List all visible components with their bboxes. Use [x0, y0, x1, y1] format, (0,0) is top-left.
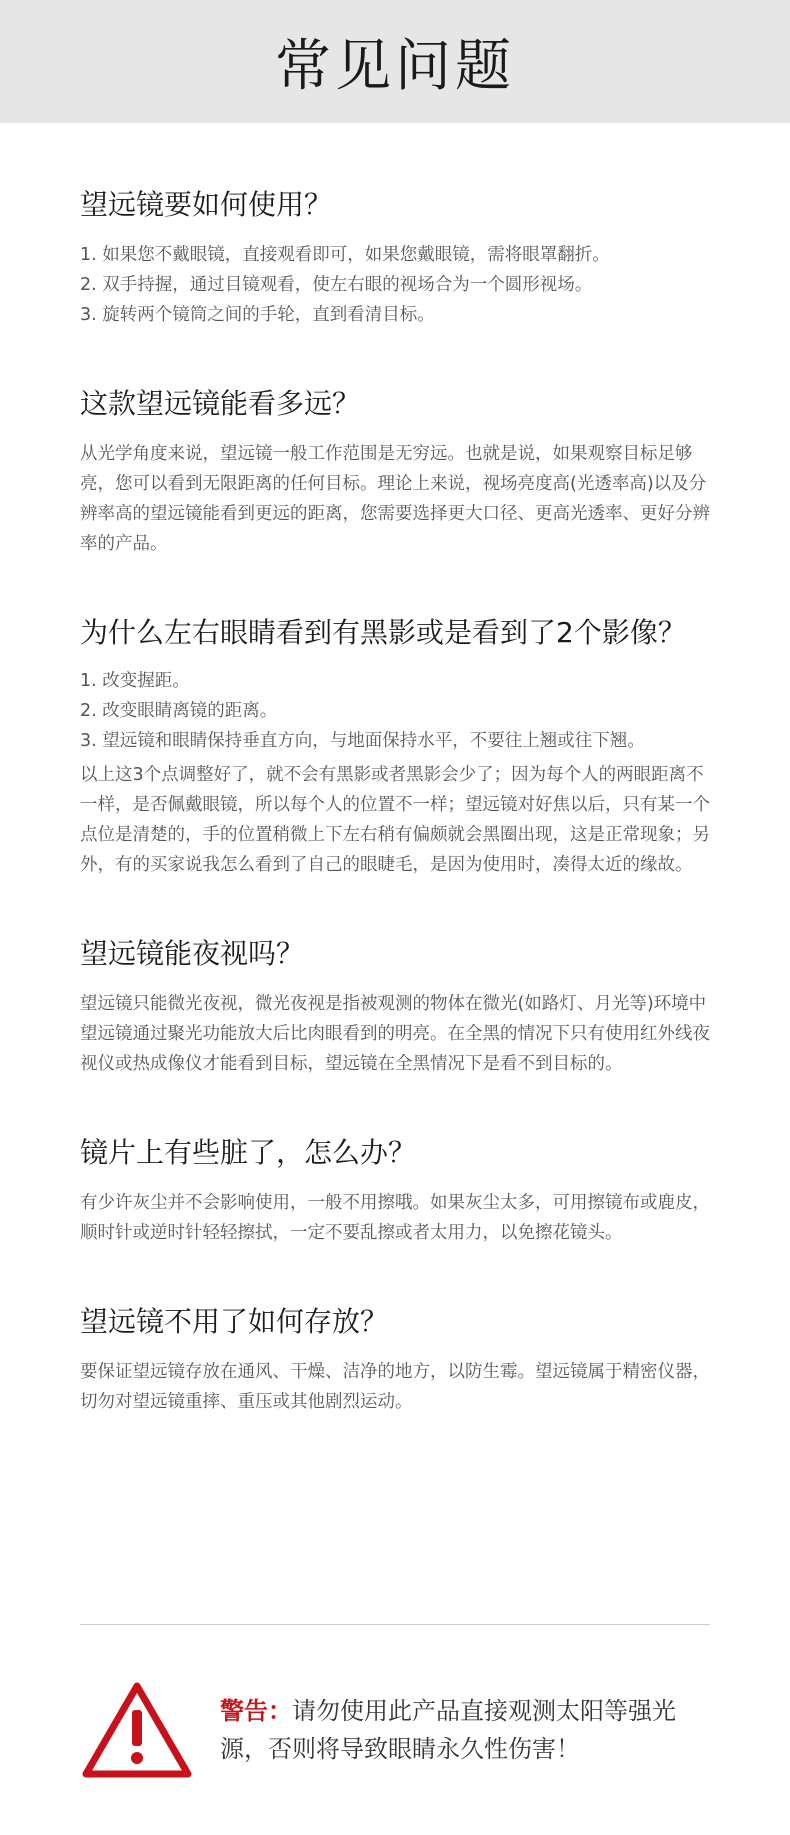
faq-answer-line: 1. 如果您不戴眼镜，直接观看即可，如果您戴眼镜，需将眼罩翻折。 — [80, 245, 610, 265]
faq-item — [80, 123, 710, 330]
faq-item — [80, 330, 710, 559]
faq-question: 镜片上有些脏了，怎么办？ — [80, 1136, 417, 1169]
faq-question: 这款望远镜能看多远？ — [80, 387, 361, 420]
faq-answer: 有少许灰尘并不会影响使用，一般不用擦哦。如果灰尘太多，可用擦镜布或鹿皮，顺时针或逆时针轻轻擦拭，一定不要乱擦或者太用力，以免擦花镜头。 — [80, 1193, 710, 1243]
page-header — [0, 0, 790, 123]
faq-answer: 要保证望远镜存放在通风、干燥、洁净的地方，以防生霉。望远镜属于精密仪器，切勿对望远镜重摔、重压或其他剧烈运动。 — [80, 1362, 710, 1412]
page-title: 常见问题 — [275, 33, 515, 99]
warning-notice — [80, 1680, 710, 1780]
faq-answer-line: 1. 改变握距。 — [80, 671, 190, 691]
faq-answer-line: 3. 望远镜和眼睛保持垂直方向，与地面保持水平，不要往上翘或往下翘。 — [80, 731, 645, 751]
faq-answer: 从光学角度来说，望远镜一般工作范围是无穷远。也就是说，如果观察目标足够亮，您可以看到无限距离的任何目标。理论上来说，视场亮度高(光透率高)以及分辨率高的望远镜能看到更远的距离，您需要选择更大口径、更高光透率、更好分辨率的产品。 — [80, 444, 710, 554]
faq-item — [80, 880, 710, 1079]
faq-list — [0, 123, 790, 1417]
faq-answer: 以上这3个点调整好了，就不会有黑影或者黑影会少了；因为每个人的两眼距离不一样，是否佩戴眼镜，所以每个人的位置不一样；望远镜对好焦以后，只有某一个点位是清楚的，手的位置稍微上下左右稍有偏颇就会黑圈出现，这是正常现象；另外，有的买家说我怎么看到了自己的眼睫毛，是因为使用时，凑得太近的缘故。 — [80, 765, 710, 875]
section-divider — [80, 1624, 710, 1625]
faq-question: 为什么左右眼睛看到有黑影或是看到了2个影像？ — [80, 616, 686, 649]
warning-text: 请勿使用此产品直接观测太阳等强光源，否则将导致眼睛永久性伤害！ — [220, 1697, 676, 1763]
faq-answer-line: 3. 旋转两个镜筒之间的手轮，直到看清目标。 — [80, 305, 435, 325]
faq-answer-line: 2. 双手持握，通过目镜观看，使左右眼的视场合为一个圆形视场。 — [80, 275, 593, 295]
faq-question: 望远镜要如何使用？ — [80, 188, 333, 221]
faq-item — [80, 1079, 710, 1248]
faq-answer-line: 2. 改变眼睛离镜的距离。 — [80, 701, 278, 721]
faq-question: 望远镜能夜视吗？ — [80, 937, 305, 970]
warning-label: 警告： — [220, 1697, 292, 1725]
warning-message — [220, 1692, 720, 1768]
warning-triangle-icon — [80, 1680, 194, 1780]
faq-answer: 望远镜只能微光夜视，微光夜视是指被观测的物体在微光(如路灯、月光等)环境中望远镜通过聚光功能放大后比肉眼看到的明亮。在全黑的情况下只有使用红外线夜视仪或热成像仪才能看到目标，望远镜在全黑情况下是看不到目标的。 — [80, 994, 710, 1074]
faq-item — [80, 1248, 710, 1417]
faq-question: 望远镜不用了如何存放？ — [80, 1305, 389, 1338]
faq-item — [80, 559, 710, 880]
